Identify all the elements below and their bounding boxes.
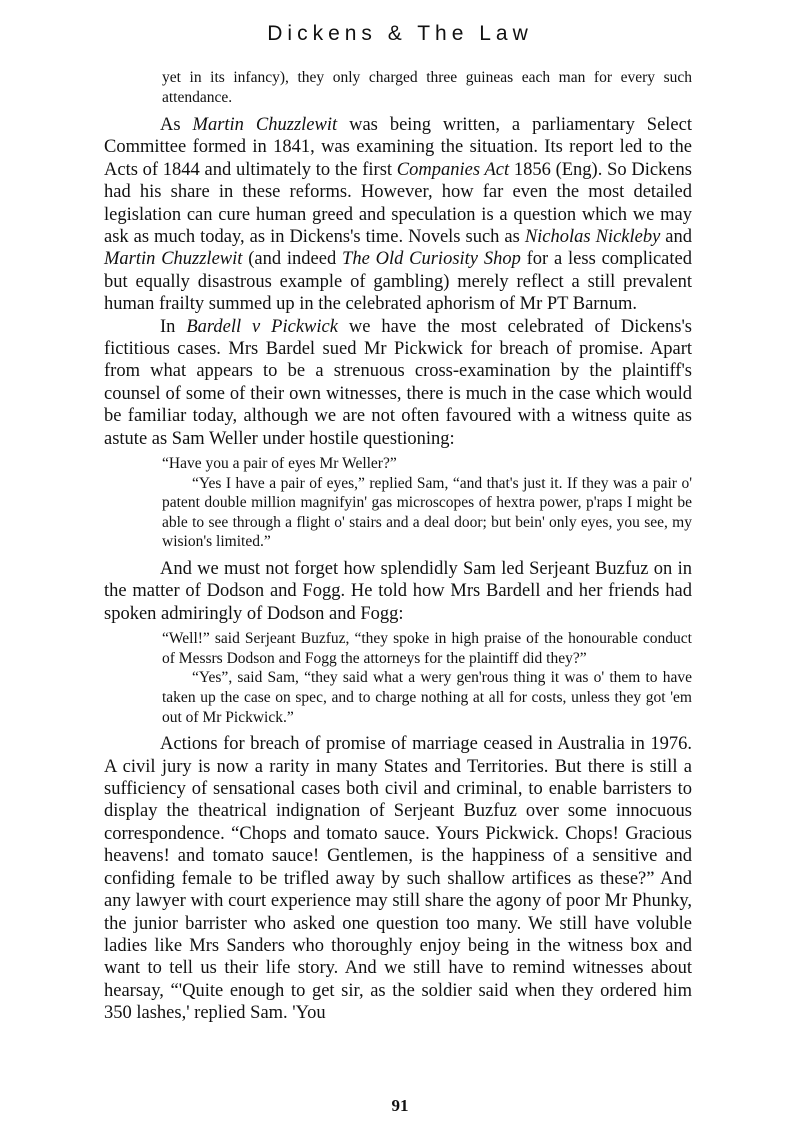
quote-line: “Yes I have a pair of eyes,” replied Sam, “and that's just it. If they was a pair o' patent double million magnifyin' gas microscopes of hextra power, p'raps I might be able to see through a flight o' stairs and a deal door; but bein' only eyes, you see, my wision's limited.”	[162, 474, 692, 551]
page-number: 91	[391, 1096, 409, 1115]
title-martin-chuzzlewit-2: Martin Chuzzlewit	[104, 249, 243, 270]
block-quote-eyes	[162, 454, 692, 552]
continued-quote: yet in its infancy), they only charged three guineas each man for every such attendance.	[162, 69, 692, 106]
title-martin-chuzzlewit: Martin Chuzzlewit	[192, 115, 338, 135]
paragraph-bardell: In Bardell v Pickwick we have the most celebrated of Dickens's fictitious cases. Mrs Bardel sued Mr Pickwick for breach of promise. Apart from what appears to be a strenuous cross-examination by the plaintiff's counsel of some of their own witnesses, there is much in the case which would be familiar today, although we are not often favoured with a witness quite as astute as Sam Weller under hostile questioning:	[104, 316, 692, 449]
block-quote-dodson-fogg	[162, 629, 692, 727]
running-head: Dickens & The Law	[267, 22, 533, 45]
body-text	[104, 68, 692, 1025]
title-old-curiosity-shop: The Old Curiosity Shop	[342, 249, 521, 270]
paragraph-buzfuz: And we must not forget how splendidly Sam led Serjeant Buzfuz on in the matter of Dodson and Fogg. He told how Mrs Bardell and her friends had spoken admiringly of Dodson and Fogg:	[104, 559, 692, 624]
title-nicholas-nickleby: Nicholas Nickleby	[524, 227, 661, 248]
quote-line: “Have you a pair of eyes Mr Weller?”	[162, 455, 397, 473]
title-companies-act: Companies Act	[396, 159, 510, 180]
paragraph-breach-of-promise: Actions for breach of promise of marriage ceased in Australia in 1976. A civil jury is now a rarity in many States and Territories. But there is still a sufficiency of sensational cases both civil and criminal, to enable barristers to display the theatrical indignation of Serjeant Buzfuz over some innocuous correspondence. “Chops and tomato sauce. Yours Pickwick. Chops! Gracious heavens! and tomato sauce! Gentlemen, is the happiness of a sensitive and confiding female to be trifled away by such shallow artifices as these?” And any lawyer with court experience may still share the agony of poor Mr Phunky, the junior barrister who asked one question too many. We still have voluble ladies like Mrs Sanders who thoroughly enjoy being in the witness box and want to tell us their life story. And we still have to remind witnesses about hearsay, “'Quite enough to get sir, as the soldier said when they ordered him 350 lashes,' replied Sam. 'You	[104, 734, 692, 1024]
quote-line: “Yes”, said Sam, “they said what a wery gen'rous thing it was o' them to have taken up the case on spec, and to charge nothing at all for costs, unless they got 'em out of Mr Pickwick.”	[162, 669, 692, 726]
paragraph-chuzzlewit: As Martin Chuzzlewit was being written, a parliamentary Select Committee formed in 1841, was examining the situation. Its report led to the Acts of 1844 and ultimately to the first Companies Act 1856 (Eng). So Dickens had his share in these reforms. However, how far even the most detailed legislation can cure human greed and speculation is a question which we may ask as much today, as in Dickens's time. Novels such as Nicholas Nickleby and Martin Chuzzlewit (and indeed The Old Curiosity Shop for a less complicated but equally disastrous example of gambling) merely reflect a still prevalent human frailty summed up in the celebrated aphorism of Mr PT Barnum.	[104, 115, 693, 315]
quote-line: “Well!” said Serjeant Buzfuz, “they spoke in high praise of the honourable conduct of Messrs Dodson and Fogg the attorneys for the plaintiff did they?”	[162, 630, 692, 667]
title-bardell-v-pickwick: Bardell v Pickwick	[186, 316, 338, 337]
